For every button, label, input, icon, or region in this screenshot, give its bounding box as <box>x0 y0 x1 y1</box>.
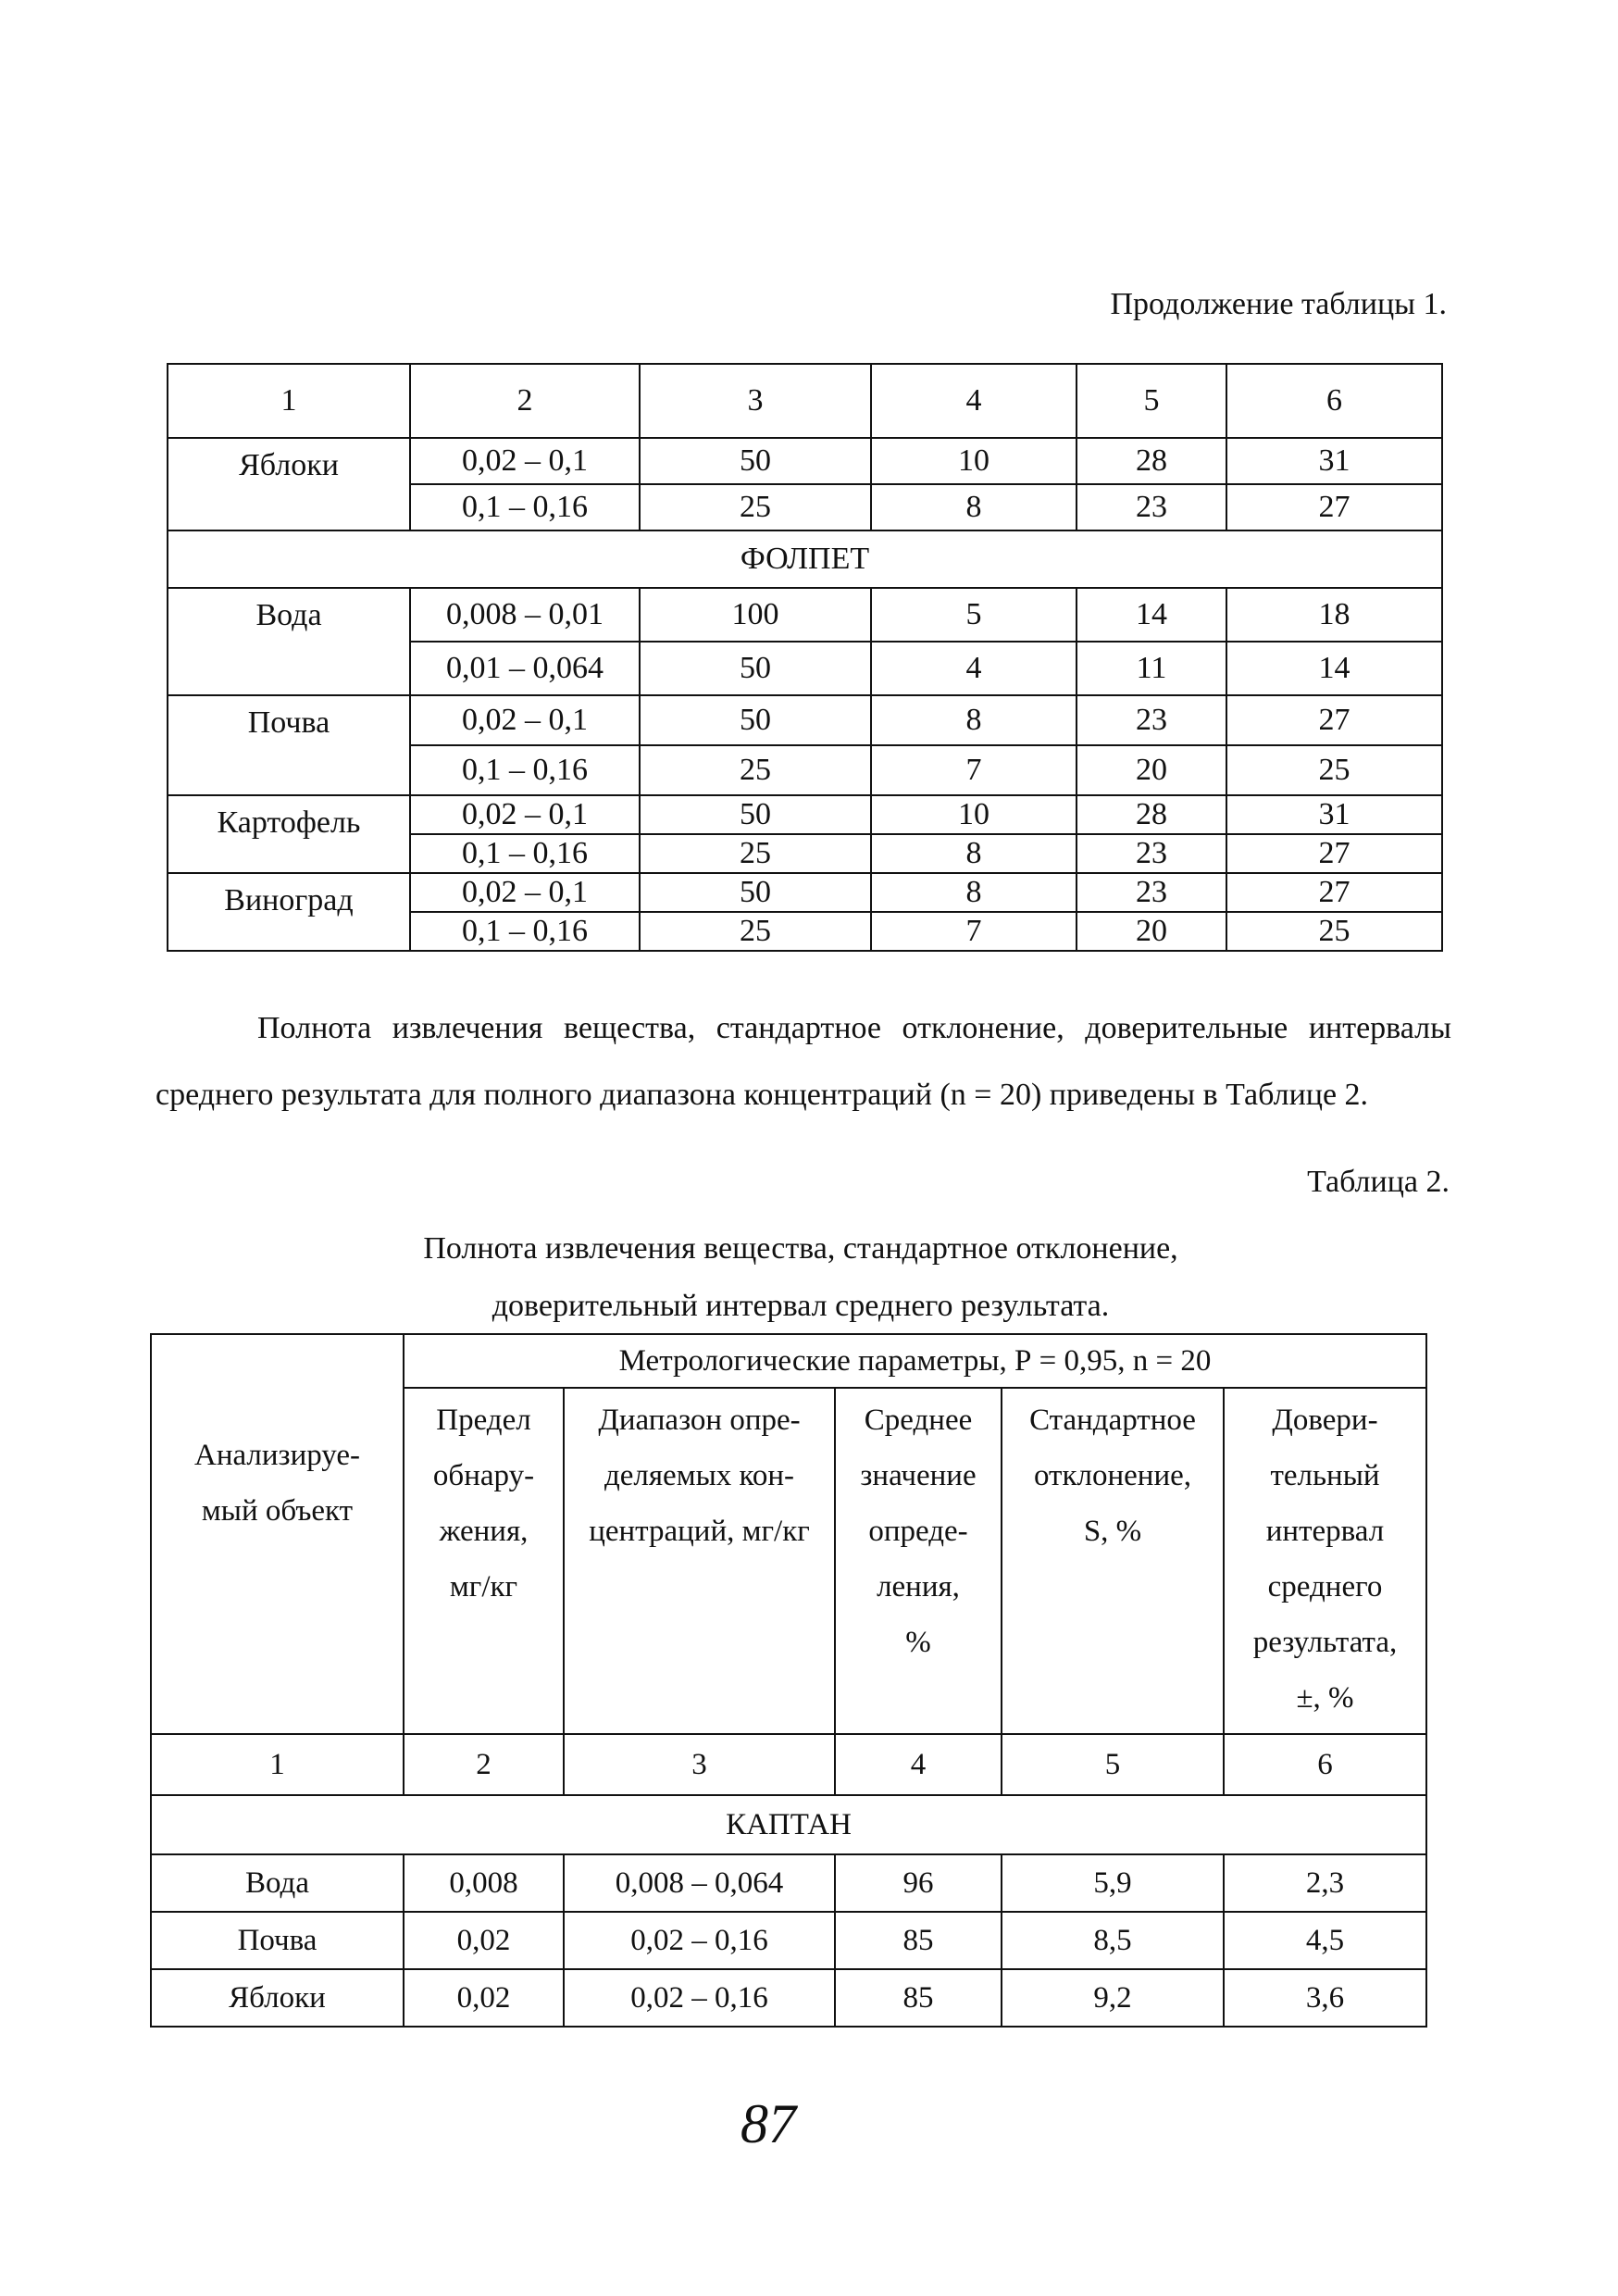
table2-cell: 8,5 <box>1002 1912 1224 1969</box>
table1-cell: 0,008 – 0,01 <box>410 588 640 642</box>
table2-cell: 0,02 – 0,16 <box>564 1912 835 1969</box>
table2-column-header: Среднее значение опреде- ления, % <box>835 1388 1002 1734</box>
table1-row <box>168 588 1442 642</box>
table2-row <box>151 1969 1426 2027</box>
table2-cell: 4,5 <box>1224 1912 1426 1969</box>
table1-col-number: 5 <box>1077 364 1226 438</box>
table2-section-title: КАПТАН <box>151 1795 1426 1854</box>
table1-col-number: 3 <box>640 364 871 438</box>
table2-header-row <box>151 1334 1426 1388</box>
table1-object: Вода <box>168 588 410 695</box>
table1-col-number: 2 <box>410 364 640 438</box>
table2-cell: 0,02 <box>404 1969 564 2027</box>
table1-object: Яблоки <box>168 438 410 530</box>
page-number: 87 <box>741 2093 796 2154</box>
table1-cell: 25 <box>1226 745 1442 795</box>
table2-cell: 3,6 <box>1224 1969 1426 2027</box>
table2-column-header: Диапазон опре- деляемых кон- центраций, мг/кг <box>564 1388 835 1734</box>
table2-cell: 9,2 <box>1002 1969 1224 2027</box>
table1-cell: 0,02 – 0,1 <box>410 795 640 834</box>
table1-col-number: 4 <box>871 364 1077 438</box>
table1-caption: Продолжение таблицы 1. <box>1110 287 1447 321</box>
table1-cell: 50 <box>640 795 871 834</box>
table1-cell: 28 <box>1077 438 1226 484</box>
table1-cell: 0,1 – 0,16 <box>410 484 640 530</box>
table1-cell: 25 <box>640 484 871 530</box>
table2-col-number: 1 <box>151 1734 404 1795</box>
table1-cell: 31 <box>1226 795 1442 834</box>
table1-object: Почва <box>168 695 410 795</box>
table1-cell: 18 <box>1226 588 1442 642</box>
table2-cell: 96 <box>835 1854 1002 1912</box>
table2-col-number: 4 <box>835 1734 1002 1795</box>
table2-col-number: 5 <box>1002 1734 1224 1795</box>
table1-row <box>168 873 1442 912</box>
table2-column-header: Предел обнару- жения, мг/кг <box>404 1388 564 1734</box>
table1-row <box>168 438 1442 484</box>
table1-object: Виноград <box>168 873 410 951</box>
table2-cell: 0,02 – 0,16 <box>564 1969 835 2027</box>
table2-cell: 2,3 <box>1224 1854 1426 1912</box>
table2-cell: 0,008 <box>404 1854 564 1912</box>
table1-section-title: ФОЛПЕТ <box>168 530 1442 588</box>
table1-cell: 28 <box>1077 795 1226 834</box>
table1-cell: 27 <box>1226 484 1442 530</box>
table2-cell: 0,008 – 0,064 <box>564 1854 835 1912</box>
table1-cell: 0,1 – 0,16 <box>410 834 640 873</box>
table1-cell: 25 <box>640 834 871 873</box>
table1-cell: 50 <box>640 642 871 695</box>
table1-cell: 27 <box>1226 834 1442 873</box>
table2-cell: 0,02 <box>404 1912 564 1969</box>
table2-cell: Вода <box>151 1854 404 1912</box>
table2-number-row <box>151 1734 1426 1795</box>
table1-cell: 14 <box>1077 588 1226 642</box>
table1-cell: 4 <box>871 642 1077 695</box>
table1-cell: 27 <box>1226 695 1442 745</box>
table1-row <box>168 795 1442 834</box>
table1-cell: 10 <box>871 438 1077 484</box>
table2-cell: 85 <box>835 1912 1002 1969</box>
table1-cell: 7 <box>871 745 1077 795</box>
paragraph: Полнота извлечения вещества, стандартное отклонение, доверительные интервалы среднего результата для полного диапазона концентраций (n = 20) приведены в Таблице 2. <box>156 1011 1451 1112</box>
table1-cell: 23 <box>1077 695 1226 745</box>
table1-cell: 8 <box>871 484 1077 530</box>
table2-label: Таблица 2. <box>1307 1165 1450 1199</box>
table1-cell: 7 <box>871 912 1077 951</box>
table1-cell: 25 <box>640 745 871 795</box>
table1-cell: 0,02 – 0,1 <box>410 873 640 912</box>
table1-cell: 27 <box>1226 873 1442 912</box>
table2-title-line1: Полнота извлечения вещества, стандартное отклонение, <box>423 1231 1178 1266</box>
table1-cell: 8 <box>871 834 1077 873</box>
table2-column-header: Стандартное отклонение, S, % <box>1002 1388 1224 1734</box>
table1-cell: 0,02 – 0,1 <box>410 695 640 745</box>
table2-col-number: 3 <box>564 1734 835 1795</box>
table1-cell: 23 <box>1077 484 1226 530</box>
table1-cell: 0,02 – 0,1 <box>410 438 640 484</box>
table2-col-number: 6 <box>1224 1734 1426 1795</box>
table1-cell: 50 <box>640 873 871 912</box>
table2-column-header: Довери- тельный интервал среднего результата, ±, % <box>1224 1388 1426 1734</box>
table2-object-header: Анализируе- мый объект <box>151 1334 404 1734</box>
table2-row <box>151 1912 1426 1969</box>
table1-cell: 20 <box>1077 912 1226 951</box>
table1-cell: 0,1 – 0,16 <box>410 912 640 951</box>
table1-cell: 8 <box>871 695 1077 745</box>
table2-cell: Яблоки <box>151 1969 404 2027</box>
table1-cell: 50 <box>640 438 871 484</box>
table1-cell: 14 <box>1226 642 1442 695</box>
table1-cell: 23 <box>1077 834 1226 873</box>
table2-metrology-header: Метрологические параметры, Р = 0,95, n = 20 <box>404 1334 1426 1388</box>
table1-cell: 25 <box>1226 912 1442 951</box>
table1-object: Картофель <box>168 795 410 873</box>
table1-cell: 0,1 – 0,16 <box>410 745 640 795</box>
table1-col-number: 6 <box>1226 364 1442 438</box>
table2-title <box>0 1220 1601 1335</box>
table2-cell: Почва <box>151 1912 404 1969</box>
table1-cell: 23 <box>1077 873 1226 912</box>
table1-row <box>168 695 1442 745</box>
table1-cell: 10 <box>871 795 1077 834</box>
table2-col-number: 2 <box>404 1734 564 1795</box>
table1-cell: 50 <box>640 695 871 745</box>
table2 <box>150 1333 1427 2028</box>
table1-header-row <box>168 364 1442 438</box>
table1-cell: 20 <box>1077 745 1226 795</box>
table1-cell: 100 <box>640 588 871 642</box>
table1-cell: 5 <box>871 588 1077 642</box>
table1-section-row <box>168 530 1442 588</box>
table1-cell: 31 <box>1226 438 1442 484</box>
table1-cell: 25 <box>640 912 871 951</box>
table1 <box>167 363 1443 952</box>
table2-cell: 85 <box>835 1969 1002 2027</box>
table2-title-line2: доверительный интервал среднего результата. <box>492 1289 1110 1323</box>
table2-cell: 5,9 <box>1002 1854 1224 1912</box>
table1-cell: 8 <box>871 873 1077 912</box>
table2-section-row <box>151 1795 1426 1854</box>
table2-row <box>151 1854 1426 1912</box>
table1-col-number: 1 <box>168 364 410 438</box>
table1-cell: 11 <box>1077 642 1226 695</box>
table1-cell: 0,01 – 0,064 <box>410 642 640 695</box>
